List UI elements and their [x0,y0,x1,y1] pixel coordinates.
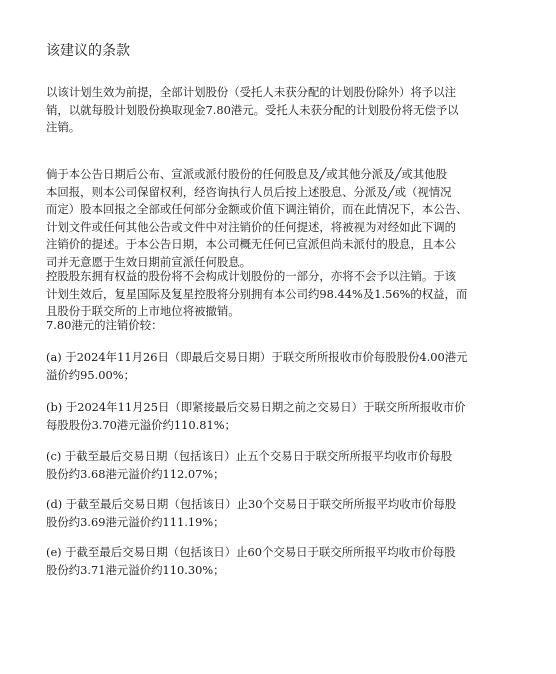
text-line: 控股股东拥有权益的股份将不会构成计划股份的一部分，亦将不会予以注销。于该 [46,269,457,283]
text-line: 7.80港元的注销价较： [46,318,163,332]
text-line: 股份约3.71港元溢价约110.30%； [46,562,225,577]
text-line: 股份约3.69港元溢价约111.19%； [46,514,225,529]
text-line: 销，以就每股计划股份换取现金7.80港元。受托人未获分配的计划股份将无偿予以 [46,102,459,117]
text-line: 司并无意愿于生效日期前宣派任何股息。 [46,254,252,269]
text-line: (e) 于截至最后交易日期（包括该日）止60个交易日于联交所所报平均收市价每股 [46,545,456,559]
text-line: 而定）股本回报之全部或任何部分金额或价值下调注销价，而在此情况下，本公告、 [46,202,468,217]
text-line: (b) 于2024年11月25日（即紧接最后交易日期之前之交易日）于联交所所报收市价 [46,400,466,414]
text-line: 注销价的提述。于本公告日期，本公司概无任何已宣派但尚未派付的股息，且本公 [46,237,457,252]
premium-item-d [46,496,518,531]
text-line: 以该计划生效为前提，全部计划股份（受托人未获分配的计划股份除外）将予以注 [46,85,457,99]
text-line: (a) 于2024年11月26日（即最后交易日期）于联交所所报收市价每股股份4.00港元 [46,350,468,364]
text-line: 且股份于联交所的上市地位将被撤销。 [46,304,240,319]
text-line: 溢价约95.00%； [46,367,135,382]
paragraph-controlling-shareholders [46,268,518,321]
text-line: (d) 于截至最后交易日期（包括该日）止30个交易日于联交所所报平均收市价每股 [46,497,457,511]
text-line: 计划生效后，复星国际及复星控股将分别拥有本公司约98.44%及1.56%的权益，而 [46,286,468,301]
premium-item-e [46,544,518,579]
paragraph-scheme-effect [46,84,518,137]
paragraph-cancellation-price-intro [46,317,518,335]
premium-item-a [46,349,518,384]
premium-item-c [46,448,518,483]
text-line: 本回报，则本公司保留权利，经咨询执行人员后按上述股息、分派及╱或（视情况 [46,184,452,199]
text-line: 注销。 [46,120,81,135]
text-line: 每股股份3.70港元溢价约110.81%； [46,417,236,432]
text-line: 倘于本公告日期后公布、宣派或派付股份的任何股息及╱或其他分派及╱或其他股 [46,167,447,181]
text-line: (c) 于截至最后交易日期（包括该日）止五个交易日于联交所所报平均收市价每股 [46,449,453,463]
text-line: 股份约3.68港元溢价约112.07%； [46,466,225,481]
paragraph-dividend-adjustment [46,166,518,272]
premium-item-b [46,399,518,434]
text-line: 计划文件或任何其他公告或文件中对注销价的任何提述，将被视为对经如此下调的 [46,219,457,234]
section-heading: 该建议的条款 [46,43,130,59]
